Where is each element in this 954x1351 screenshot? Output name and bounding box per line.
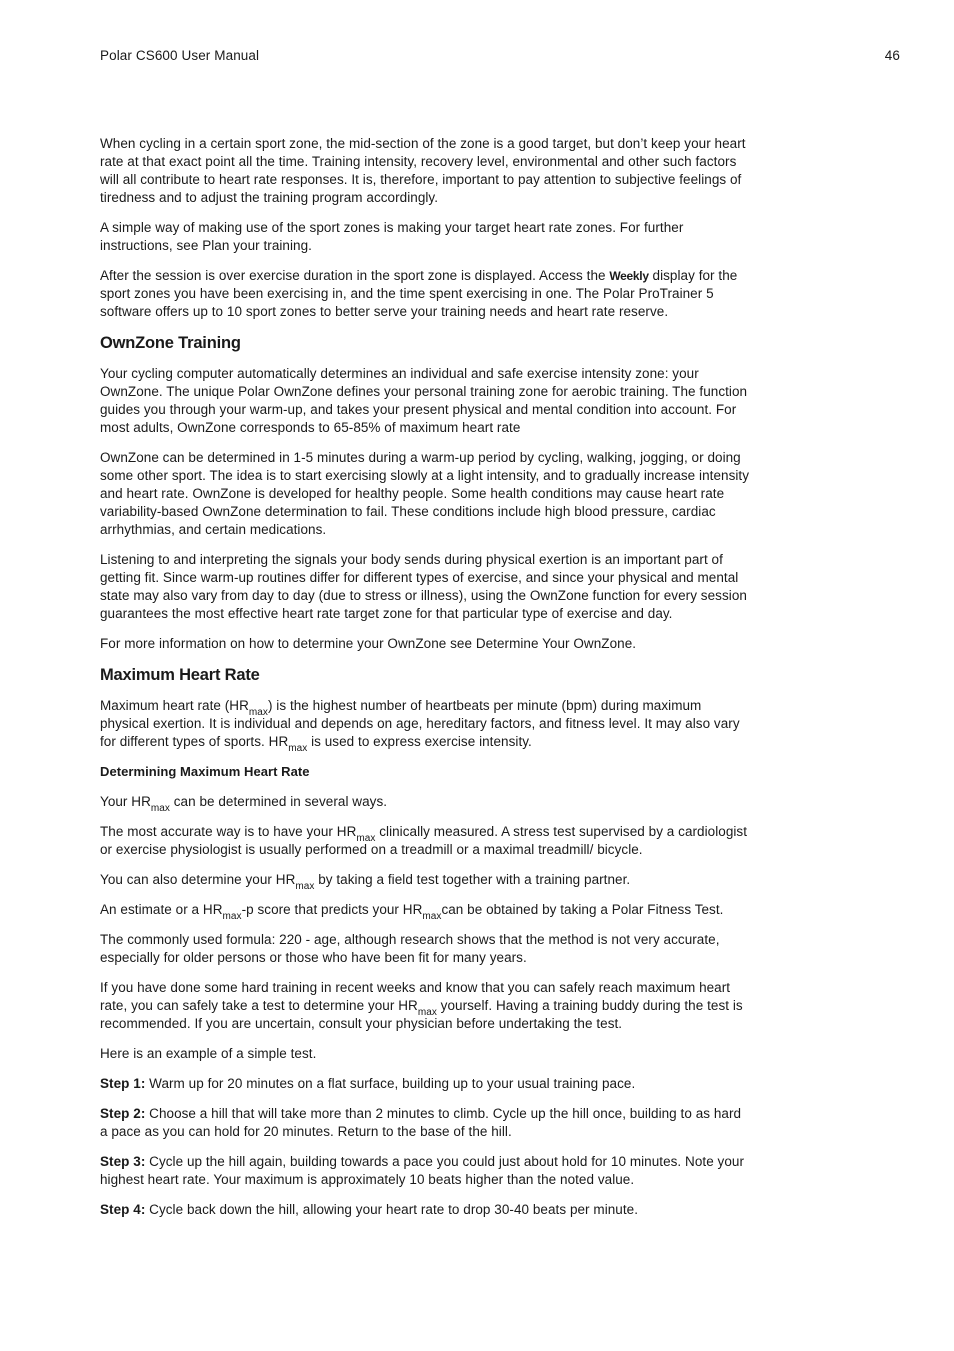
document-title: Polar CS600 User Manual (100, 48, 260, 63)
step-label: Step 3: (100, 1154, 146, 1169)
hr-term: HR (131, 794, 151, 809)
test-step-3 (100, 1153, 752, 1189)
page-content (100, 135, 752, 1231)
max-heart-rate-heading: Maximum Heart Rate (100, 666, 260, 684)
hr-term: HR (402, 902, 423, 917)
maxhr-paragraph-4 (100, 871, 752, 892)
max-subscript: max (150, 803, 170, 814)
maxhr-paragraph-3 (100, 823, 752, 859)
text-run: by taking a field test together with a training partner. (314, 872, 631, 887)
hr-term: HR (202, 902, 223, 917)
max-subscript: max (222, 911, 242, 922)
max-subscript: max (295, 881, 315, 892)
text-run: After the session is over exercise duration in the sport zone is displayed. Access the (100, 268, 610, 283)
hr-term: HR (268, 734, 289, 749)
ownzone-heading: OwnZone Training (100, 334, 241, 352)
text-run: Your (100, 794, 132, 809)
weekly-display-label: Weekly (609, 269, 649, 283)
max-subscript: max (248, 707, 268, 718)
ownzone-paragraph-4: For more information on how to determine your OwnZone see Determine Your OwnZone. (100, 636, 637, 651)
hr-term: HR (275, 872, 296, 887)
step-text: Cycle up the hill again, building towards a pace you could just about hold for 10 minutes. Note your highest heart rate. Your maximum is approximately 10 beats higher than the noted value. (100, 1154, 745, 1187)
step-label: Step 2: (100, 1106, 146, 1121)
hr-term: HR (398, 998, 418, 1013)
hr-term: HR (229, 698, 249, 713)
step-label: Step 4: (100, 1202, 146, 1217)
text-run: An estimate or a (100, 902, 203, 917)
maxhr-paragraph-1 (100, 697, 752, 754)
text-run: The most accurate way is to have your (100, 824, 337, 839)
intro-paragraph-3 (100, 267, 752, 321)
max-subscript: max (417, 1007, 437, 1018)
ownzone-paragraph-1: Your cycling computer automatically determines an individual and safe exercise intensity zone: your OwnZone. The unique Polar OwnZone defines your personal training zone for aerobic training. The function guides you through your warm-up, and takes your present physical and mental condition into account. For most adults, OwnZone corresponds to 65-85% of maximum heart rate (100, 366, 748, 435)
intro-paragraph-2: A simple way of making use of the sport zones is making your target heart rate zones. For further instructions, see Plan your training. (100, 220, 684, 253)
max-subscript: max (288, 743, 308, 754)
step-text: Cycle back down the hill, allowing your heart rate to drop 30-40 beats per minute. (145, 1202, 639, 1217)
max-subscript: max (422, 911, 442, 922)
text-run: If you have done some hard training in recent weeks and know that you can safely reach maximum heart rate, you can safely take a test to determine your (100, 980, 731, 1013)
text-run: Maximum heart rate ( (100, 698, 230, 713)
test-step-2 (100, 1105, 752, 1141)
ownzone-paragraph-2: OwnZone can be determined in 1-5 minutes during a warm-up period by cycling, walking, jogging, or doing some other sport. The idea is to start exercising slowly at a light intensity, and to gradually increase intensity and heart rate. OwnZone is developed for healthy people. Some health conditions may cause heart rate variability-based OwnZone determination to fail. These conditions include high blood pressure, cardiac arrhythmias, and certain medications. (100, 450, 750, 537)
text-run: can be obtained by taking a Polar Fitness Test. (441, 902, 724, 917)
step-label: Step 1: (100, 1076, 146, 1091)
page-number: 46 (884, 48, 900, 63)
text-run: -p score that predicts your (241, 902, 403, 917)
step-text: Choose a hill that will take more than 2 minutes to climb. Cycle up the hill once, building to as hard a pace as you can hold for 20 minutes. Return to the base of the hill. (100, 1106, 742, 1139)
text-run: You can also determine your (100, 872, 276, 887)
text-run: can be determined in several ways. (169, 794, 388, 809)
ownzone-paragraph-3: Listening to and interpreting the signals your body sends during physical exertion is an important part of getting fit. Since warm-up routines differ for different types of exercise, and since your physical and mental state may also vary from day to day (due to stress or illness), using the OwnZone function for every session guarantees the most effective heart rate target zone for that particular type of exercise and day. (100, 552, 747, 621)
maxhr-paragraph-6: The commonly used formula: 220 - age, although research shows that the method is not very accurate, especially for older persons or those who have been fit for many years. (100, 932, 720, 965)
test-step-4 (100, 1201, 752, 1219)
determining-max-hr-subheading: Determining Maximum Heart Rate (100, 764, 310, 779)
maxhr-paragraph-8: Here is an example of a simple test. (100, 1046, 317, 1061)
hr-term: HR (336, 824, 357, 839)
text-run: is used to express exercise intensity. (307, 734, 532, 749)
maxhr-paragraph-5 (100, 901, 752, 922)
max-subscript: max (356, 833, 376, 844)
maxhr-paragraph-2 (100, 793, 752, 814)
text-run: display for the sport zones you have been exercising in, and the time spent exercising in one. The Polar ProTrainer 5 software offers up to 10 sport zones to better serve your training needs and heart rate reserve. (100, 268, 738, 319)
text-run: yourself. Having a training buddy during the test is recommended. If you are uncertain, consult your physician before undertaking the test. (100, 998, 743, 1031)
text-run: clinically measured. A stress test supervised by a cardiologist or exercise physiologist is usually performed on a treadmill or a maximal treadmill/ bicycle. (100, 824, 748, 857)
maxhr-paragraph-7 (100, 979, 752, 1033)
step-text: Warm up for 20 minutes on a flat surface, building up to your usual training pace. (145, 1076, 636, 1091)
text-run: ) is the highest number of heartbeats per minute (bpm) during maximum physical exertion. It is individual and depends on age, hereditary factors, and fitness level. It may also vary for different types of sports. (100, 698, 740, 749)
intro-paragraph-1: When cycling in a certain sport zone, the mid-section of the zone is a good target, but don’t keep your heart rate at that exact point all the time. Training intensity, recovery level, environmental and other such factors will all contribute to heart rate responses. It is, therefore, important to pay attention to subjective feelings of tiredness and to adjust the training program accordingly. (100, 136, 746, 205)
test-step-1 (100, 1075, 752, 1093)
